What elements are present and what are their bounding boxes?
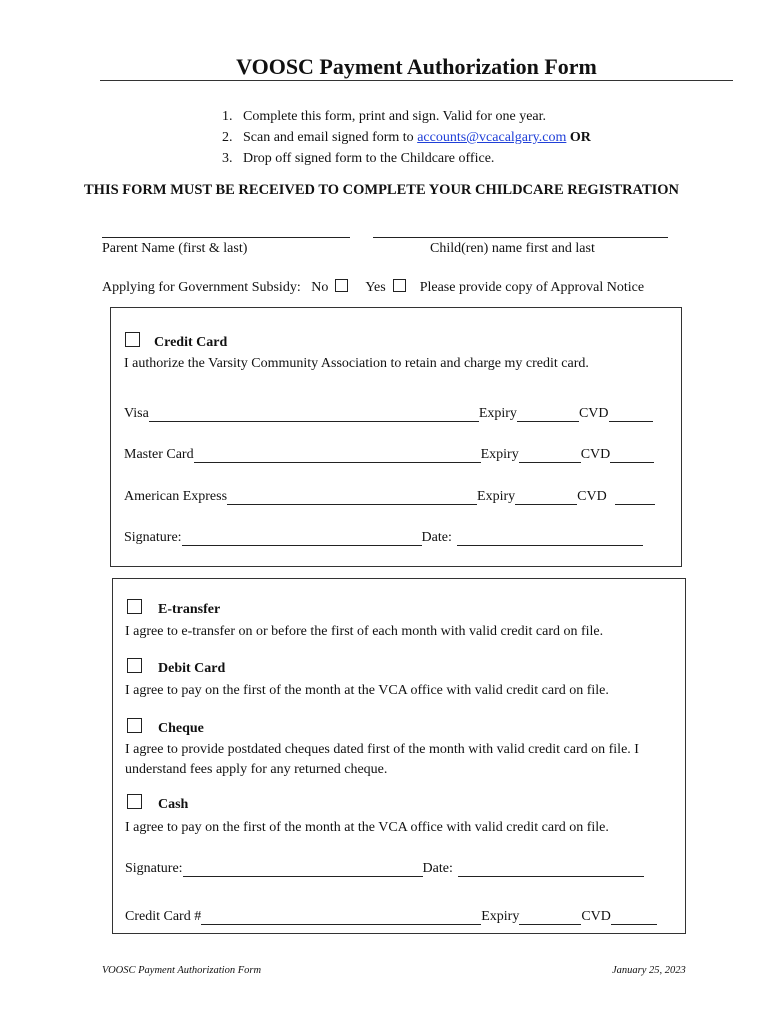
visa-number-field[interactable] — [149, 407, 479, 422]
registration-warning: THIS FORM MUST BE RECEIVED TO COMPLETE YOUR CHILDCARE REGISTRATION — [84, 182, 680, 198]
footer-form-name: VOOSC Payment Authorization Form — [102, 965, 262, 976]
subsidy-no-checkbox[interactable] — [335, 279, 348, 292]
visa-row — [124, 406, 653, 422]
subsidy-label: Applying for Government Subsidy: — [102, 280, 301, 295]
date-label: Date: — [422, 861, 453, 876]
etransfer-text: I agree to e-transfer on or before the first of each month with valid credit card on file. — [125, 624, 604, 639]
date-label: Date: — [421, 530, 452, 545]
amex-number-field[interactable] — [227, 490, 477, 505]
visa-cvd-field[interactable] — [609, 407, 653, 422]
cc-number-label: Credit Card # — [125, 909, 202, 924]
mastercard-cvd-field[interactable] — [610, 448, 654, 463]
step-text: Complete this form, print and sign. Valid for one year. — [243, 109, 547, 124]
parent-name-label: Parent Name (first & last) — [102, 241, 248, 256]
mastercard-expiry-field[interactable] — [519, 448, 581, 463]
other-payment-section — [112, 578, 686, 934]
cvd-label: CVD — [578, 406, 609, 421]
mastercard-label: Master Card — [124, 447, 194, 462]
cash-text: I agree to pay on the first of the month at the VCA office with valid credit card on file. — [125, 820, 609, 835]
credit-card-heading: Credit Card — [154, 335, 228, 350]
page-title: VOOSC Payment Authorization Form — [236, 54, 597, 79]
expiry-label: Expiry — [477, 489, 516, 504]
title-underline — [100, 80, 733, 81]
amex-expiry-field[interactable] — [515, 490, 577, 505]
mastercard-number-field[interactable] — [194, 448, 481, 463]
subsidy-row — [102, 279, 644, 296]
amex-cvd-field[interactable] — [615, 490, 655, 505]
credit-signature-field[interactable] — [182, 531, 422, 546]
other-date-field[interactable] — [458, 862, 644, 877]
cc-number-field[interactable] — [201, 910, 481, 925]
debit-header — [127, 658, 225, 677]
cc-expiry-field[interactable] — [519, 910, 581, 925]
step-number: 3. — [222, 151, 233, 166]
amex-row — [124, 489, 655, 505]
cash-header — [127, 794, 188, 813]
credit-date-field[interactable] — [457, 531, 643, 546]
other-signature-row — [125, 861, 644, 877]
visa-expiry-field[interactable] — [517, 407, 579, 422]
email-link[interactable]: accounts@vcacalgary.com — [417, 130, 567, 145]
signature-label: Signature: — [124, 530, 182, 545]
instruction-list — [222, 106, 591, 169]
child-name-label: Child(ren) name first and last — [430, 241, 595, 256]
step-or: OR — [569, 130, 591, 145]
visa-label: Visa — [124, 406, 149, 421]
step-1 — [222, 106, 591, 127]
step-2 — [222, 127, 591, 148]
cheque-heading: Cheque — [158, 721, 204, 736]
cheque-text: I agree to provide postdated cheques dated first of the month with valid credit card on file. I understand fees apply for any returned cheque. — [125, 742, 639, 777]
step-text: Scan and email signed form to — [243, 130, 418, 145]
step-3 — [222, 148, 591, 169]
etransfer-header — [127, 599, 220, 618]
footer-date: January 25, 2023 — [612, 965, 686, 976]
step-number: 2. — [222, 130, 233, 145]
credit-signature-row — [124, 530, 643, 546]
debit-text: I agree to pay on the first of the month at the VCA office with valid credit card on file. — [125, 683, 609, 698]
credit-card-section — [110, 307, 682, 567]
credit-card-text: I authorize the Varsity Community Association to retain and charge my credit card. — [124, 356, 589, 371]
cvd-label: CVD — [577, 489, 607, 504]
etransfer-checkbox[interactable] — [127, 599, 142, 614]
cvd-label: CVD — [581, 909, 611, 924]
credit-card-header — [125, 332, 227, 351]
cvd-label: CVD — [580, 447, 611, 462]
debit-checkbox[interactable] — [127, 658, 142, 673]
step-text: Drop off signed form to the Childcare office. — [243, 151, 495, 166]
subsidy-yes-checkbox[interactable] — [393, 279, 406, 292]
child-name-line[interactable] — [373, 237, 668, 238]
step-number: 1. — [222, 109, 233, 124]
cash-checkbox[interactable] — [127, 794, 142, 809]
cheque-checkbox[interactable] — [127, 718, 142, 733]
amex-label: American Express — [124, 489, 228, 504]
parent-name-line[interactable] — [102, 237, 350, 238]
other-signature-field[interactable] — [183, 862, 423, 877]
subsidy-yes-label: Yes — [365, 280, 386, 295]
cc-cvd-field[interactable] — [611, 910, 657, 925]
cc-number-row — [125, 909, 657, 925]
expiry-label: Expiry — [481, 909, 520, 924]
mastercard-row — [124, 447, 654, 463]
debit-heading: Debit Card — [158, 661, 226, 676]
expiry-label: Expiry — [478, 406, 517, 421]
signature-label: Signature: — [125, 861, 183, 876]
subsidy-no-label: No — [311, 280, 329, 295]
subsidy-note: Please provide copy of Approval Notice — [419, 280, 645, 295]
credit-card-checkbox[interactable] — [125, 332, 140, 347]
etransfer-heading: E-transfer — [158, 602, 221, 617]
cash-heading: Cash — [158, 797, 189, 812]
cheque-header — [127, 718, 204, 737]
expiry-label: Expiry — [480, 447, 519, 462]
